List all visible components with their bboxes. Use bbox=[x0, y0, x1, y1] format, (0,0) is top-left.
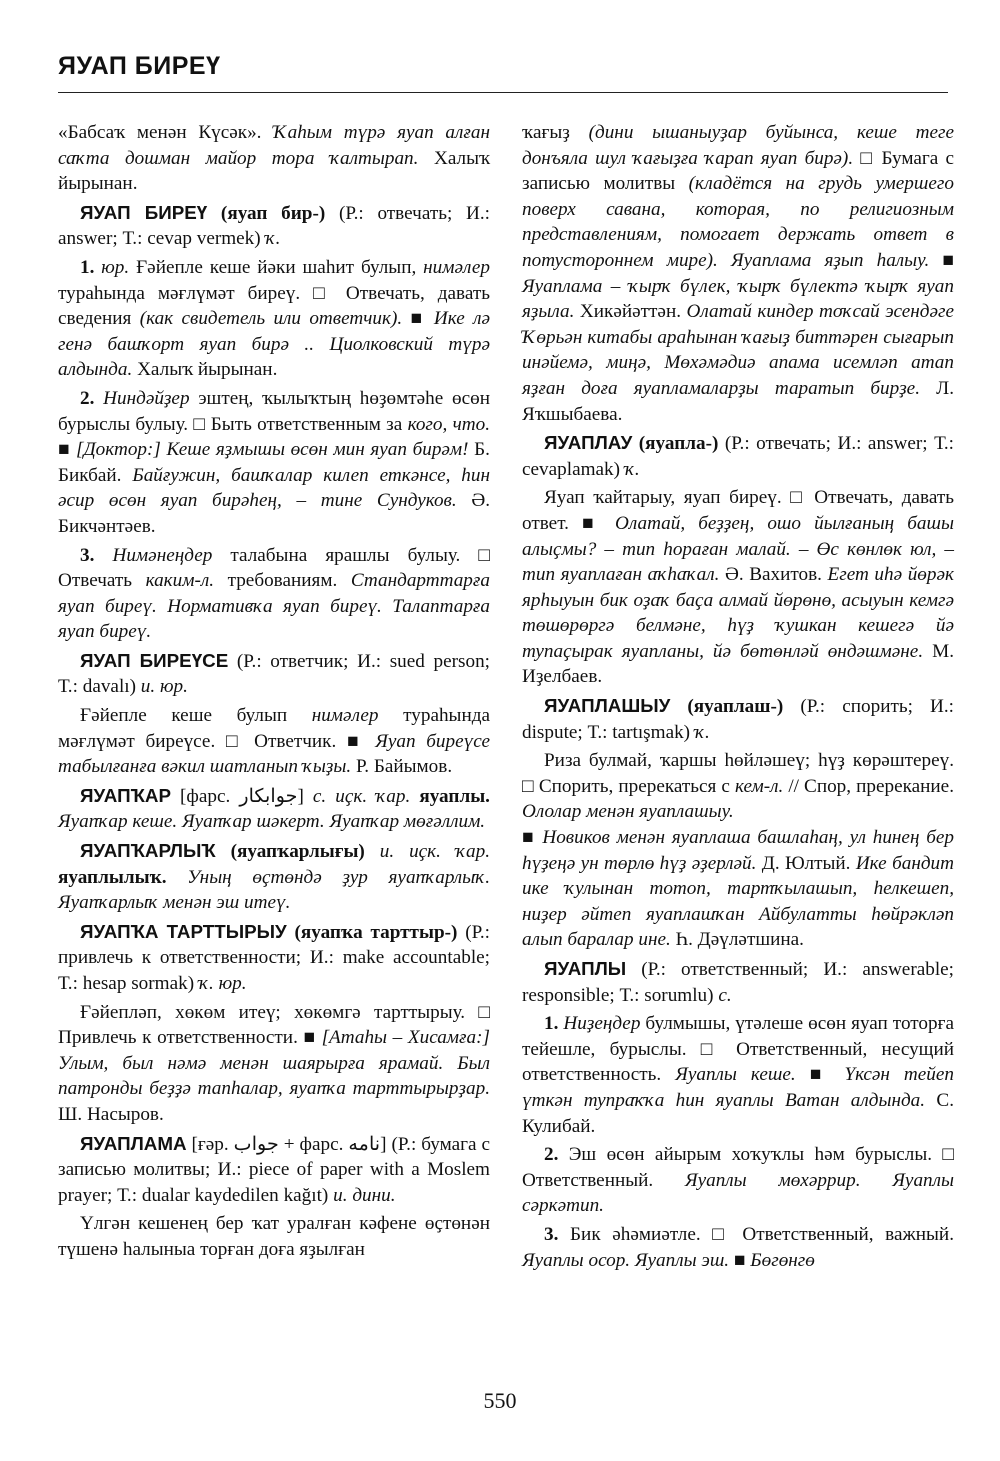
dictionary-entry: ЯУАПЛАШЫУ (яуаплаш-) (Р.: спорить; И.: dispute; Т.: tartışmak) ҡ. bbox=[522, 695, 955, 743]
sense: 1. юр. Ғәйепле кеше йәки шаһит булып, нимәлер тураһында мәғлүмәт биреү. □ Отвечать, давать сведения (как свидетель или ответчик). ■ Ике лә генә башҡорт яуап бирә .. Циолковский түрә алдында. Халыҡ йырынан. bbox=[58, 256, 490, 381]
sense: 1. Ниҙеңдер булмышы, үтәлеше өсөн яуап тоторға тейешле, бурыслы. □ Ответственный, несущий ответственность. Яуаплы кеше. ■ Үксән тейеп үткән тупраҡҡа һин яуаплы Ватан алдында. С. Кулибай. bbox=[522, 1013, 955, 1137]
headword: ЯУАП БИРЕҮ bbox=[80, 201, 208, 223]
headword: ЯУАПҠАР bbox=[80, 784, 171, 806]
dictionary-entry: ЯУАПЛАМА [ғәр. جواب + фарс. نامه] (Р.: бумага с записью молитвы; И.: piece of paper with a Moslem prayer; Т.: dualar kaydedilen kağıt) и. дини. bbox=[58, 1132, 490, 1206]
headword: ЯУАП БИРЕҮСЕ bbox=[80, 649, 229, 671]
definition: Үлгән кешенең бер ҡат уралған кәфене өҫтөнән түшенә һалыныа торған доға яҙылған bbox=[58, 1213, 490, 1260]
running-title: ЯУАП БИРЕҮ bbox=[58, 52, 221, 80]
left-column bbox=[58, 120, 490, 1266]
headword: ЯУАПҠАРЛЫҠ bbox=[80, 840, 216, 862]
headword: ЯУАПЛЫ bbox=[544, 958, 627, 979]
running-header bbox=[58, 52, 948, 81]
definition: Ғәйепләп, хөкөм итеү; хөкөмгә тарттырыу. □ Привлечь к ответственности. ■ [Атаһы – Хисамға:] Улым, был нәмә менән шаярырға ярамай. Был патронды беҙҙә тапһалар, яуапҡа тарттырырҙар. Ш. Насыров. bbox=[58, 1001, 490, 1125]
entry-continuation: ҡағыҙ (дини ышаныуҙар буйынса, кеше теге донъяла шул ҡағыҙға ҡарап яуап бирә). □ Бумага с записью молитвы (кладётся на грудь умершего поверх савана, которая, по религиозным представлениям, помогает держать ответ в потустороннем мире). Яуаплама яҙып һалыу. ■ Яуаплама – ҡырҡ бүлек, ҡырҡ бүлектә ҡырҡ яуап яҙыла. Хикәйәттән. Олатай киндер тоҡсай эсендәге Ҡөрьән китабы араһынан ҡағыҙ биттәрен сығарып инәйемә, миңә, Мөхәмәдиә апама исемләп атап яҙған доға яуапламаларҙы таратып бирҙе. Л. Яҡшыбаева. bbox=[522, 122, 954, 425]
dictionary-entry: ЯУАПҠА ТАРТТЫРЫУ (яуапҡа тарттыр-) (Р.: привлечь к ответственности; И.: make accountable; Т.: hesap sormak) ҡ. юр. bbox=[58, 920, 490, 994]
page-number: 550 bbox=[483, 1388, 517, 1413]
dictionary-entry: ЯУАПЛАУ (яуапла-) (Р.: отвечать; И.: answer; Т.: cevaplamak) ҡ. bbox=[522, 432, 954, 480]
header-rule bbox=[58, 92, 948, 93]
dictionary-entry: ЯУАПҠАРЛЫҠ (яуапҡарлығы) и. иҫк. ҡар. яуаплылыҡ. Уның өҫтөндә ҙур яуапҡарлыҡ. Яуапҡарлыҡ менән эш итеү. bbox=[58, 840, 490, 914]
headword: ЯУАПЛАШЫУ bbox=[544, 695, 671, 717]
definition: Яуап ҡайтарыу, яуап биреү. □ Отвечать, давать ответ. ■ Олатай, беҙҙең, ошо йылғаның башы алыҫмы? – тип һораған малай. – Өс көнлөк юл, – тип яуаплаған аҡһаҡал. Ә. Вахитов. Егет иһә йөрәк ярһыуын бик оҙаҡ баҫа алмай йөрөнө, асыуын кемгә төшөрөргә белмәне, һүҙ ҡушкан кешегә йә тупаҫырак яуапланы, йә бөтөнләй өндәшмәне. М. Иҙелбаев. bbox=[522, 487, 954, 688]
headword: ЯУАПҠА ТАРТТЫРЫУ bbox=[80, 920, 287, 942]
entry-continuation: «Бабсаҡ менән Күсәк». Ҡаһым түрә яуап алған саҡта дошман майор тора ҡалтырап. Халыҡ йырынан. bbox=[58, 122, 490, 195]
headword: ЯУАПЛАМА bbox=[80, 1132, 187, 1154]
sense: 2. Ниндәйҙер эштең, ҡылыҡтың һөҙөмтәһе өсөн бурыслы булыу. □ Быть ответственным за кого, что. ■ [Доктор:] Кеше яҙмышы өсөн мин яуап бирәм! Б. Бикбай. Байғужин, башҡалар килеп еткәнсе, һин әсир өсөн яуап бирәһең, – тине Сундуков. Ә. Бикчәнтәев. bbox=[58, 387, 490, 537]
sense: 3. Нимәнеңдер талабына ярашлы булыу. □ Отвечать каким-л. требованиям. Стандарттарға яуап биреү. Нормативҡа яуап биреү. Талаптарға яуап биреү. bbox=[58, 544, 490, 643]
sense: 2. Эш өсөн айырым хоҡуҡлы һәм бурыслы. □ Ответственный. Яуаплы мөхәррир. Яуаплы сәркәтип. bbox=[522, 1144, 954, 1217]
right-column bbox=[522, 120, 954, 1276]
dictionary-entry: ЯУАПҠАР [фарс. جوابكار] с. иҫк. ҡар. яуаплы. Яуапҡар кеше. Яуапҡар шәкерт. Яуапҡар мөғәллим. bbox=[58, 784, 490, 833]
definition: Риза булмай, ҡаршы һөйләшеү; һүҙ көрәштереү. □ Спорить, пререкаться с кем-л. // Спор, пререкание. Ололар менән яуаплашыу. ■ Новиков менән яуаплаша башлаһаң, ул һинең бер һүҙеңә ун төрлө һүҙ әҙерләй. Д. Юлтый. Ике бандит ике ҡулынан тотоп, тартҡылашып, һелкешеп, ниҙер әйтеп яуаплашҡан Айбулатты һөйрәкләп алып баралар ине. Һ. Дәүләтшина. bbox=[522, 750, 954, 951]
dictionary-entry: ЯУАП БИРЕҮСЕ (Р.: ответчик; И.: sued person; Т.: davalı) и. юр. bbox=[58, 649, 490, 698]
headword: ЯУАПЛАУ bbox=[544, 432, 633, 454]
dictionary-entry: ЯУАП БИРЕҮ (яуап бир-) (Р.: отвечать; И.: answer; Т.: cevap vermek) ҡ. bbox=[58, 201, 490, 250]
definition: Ғәйепле кеше булып нимәлер тураһында мәғлүмәт биреүсе. □ Ответчик. ■ Яуап биреүсе табылғанға вәкил шатланып ҡыҙы. Р. Байымов. bbox=[58, 705, 490, 778]
dictionary-entry: ЯУАПЛЫ (Р.: ответственный; И.: answerable; responsible; Т.: sorumlu) с. bbox=[522, 958, 954, 1006]
sense: 3. Бик әһәмиәтле. □ Ответственный, важный. Яуаплы осор. Яуаплы эш. ■ Бөгөнгө bbox=[522, 1223, 954, 1271]
